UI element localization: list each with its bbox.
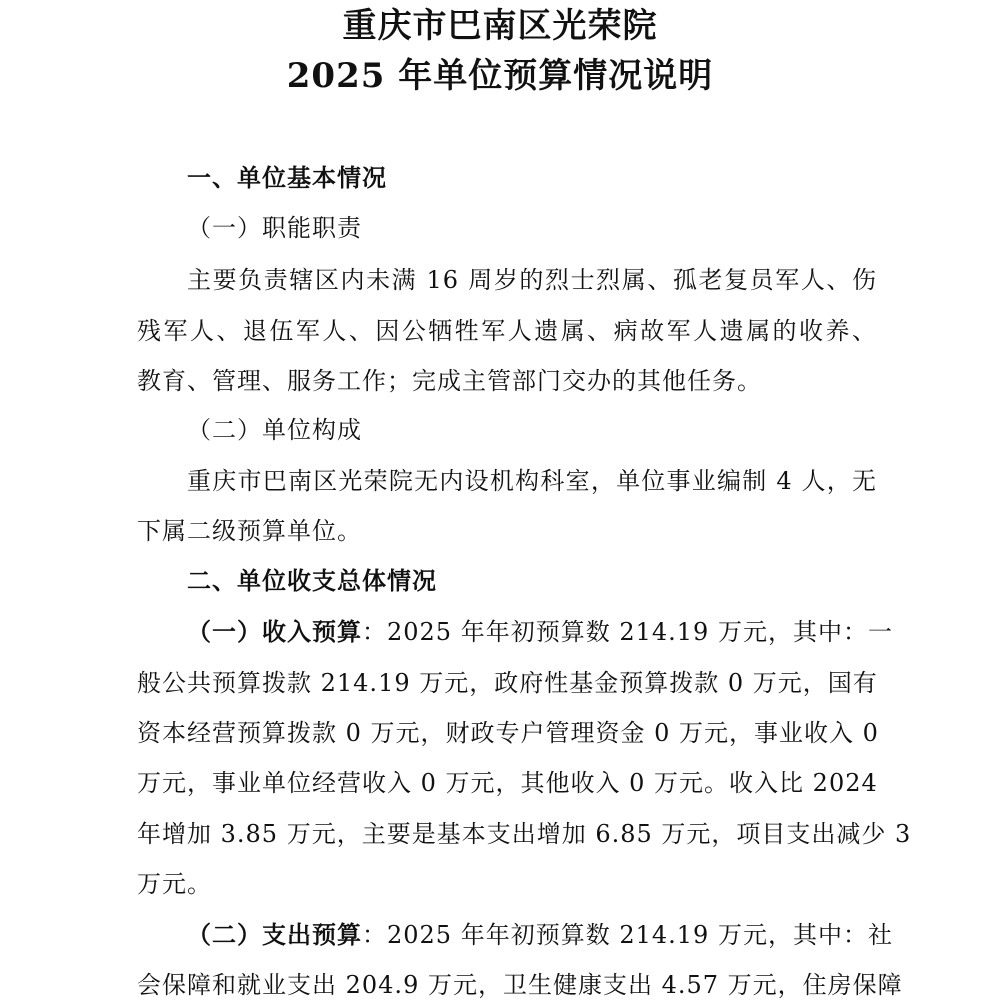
expense-budget-text: ：2025 年年初预算数 214.19 万元，其中：社 <box>362 921 893 949</box>
expense-budget-line <box>187 920 893 950</box>
subsection-1-1-heading: （一）职能职责 <box>187 214 362 242</box>
paragraph-line: 万元，事业单位经营收入 0 万元，其他收入 0 万元。收入比 2024 <box>137 769 878 797</box>
paragraph-line: 重庆市巴南区光荣院无内设机构科室，单位事业编制 4 人，无 <box>187 467 877 495</box>
income-budget-text: ：2025 年年初预算数 214.19 万元，其中：一 <box>362 618 893 646</box>
section-1-heading: 一、单位基本情况 <box>187 163 387 192</box>
paragraph-line: 残军人、退伍军人、因公牺牲军人遗属、病故军人遗属的收养、 <box>137 317 877 345</box>
paragraph-line: 教育、管理、服务工作；完成主管部门交办的其他任务。 <box>137 367 762 395</box>
income-budget-line <box>187 617 893 647</box>
paragraph-line: 资本经营预算拨款 0 万元，财政专户管理资金 0 万元，事业收入 0 <box>137 719 879 747</box>
paragraph-line: 会保障和就业支出 204.9 万元，卫生健康支出 4.57 万元，住房保障 <box>137 971 903 999</box>
income-budget-label: （一）收入预算 <box>187 617 362 646</box>
subsection-1-2-heading: （二）单位构成 <box>187 416 362 444</box>
document-title-line-2: 2025 年单位预算情况说明 <box>286 56 714 96</box>
paragraph-line: 下属二级预算单位。 <box>137 517 362 545</box>
paragraph-line: 年增加 3.85 万元，主要是基本支出增加 6.85 万元，项目支出减少 3 <box>137 820 912 848</box>
section-2-heading: 二、单位收支总体情况 <box>187 566 437 595</box>
document-title-line-1: 重庆市巴南区光荣院 <box>342 6 658 46</box>
paragraph-line: 主要负责辖区内未满 16 周岁的烈士烈属、孤老复员军人、伤 <box>187 266 877 294</box>
paragraph-line: 万元。 <box>137 870 212 898</box>
paragraph-line: 般公共预算拨款 214.19 万元，政府性基金预算拨款 0 万元，国有 <box>137 669 878 697</box>
expense-budget-label: （二）支出预算 <box>187 920 362 949</box>
